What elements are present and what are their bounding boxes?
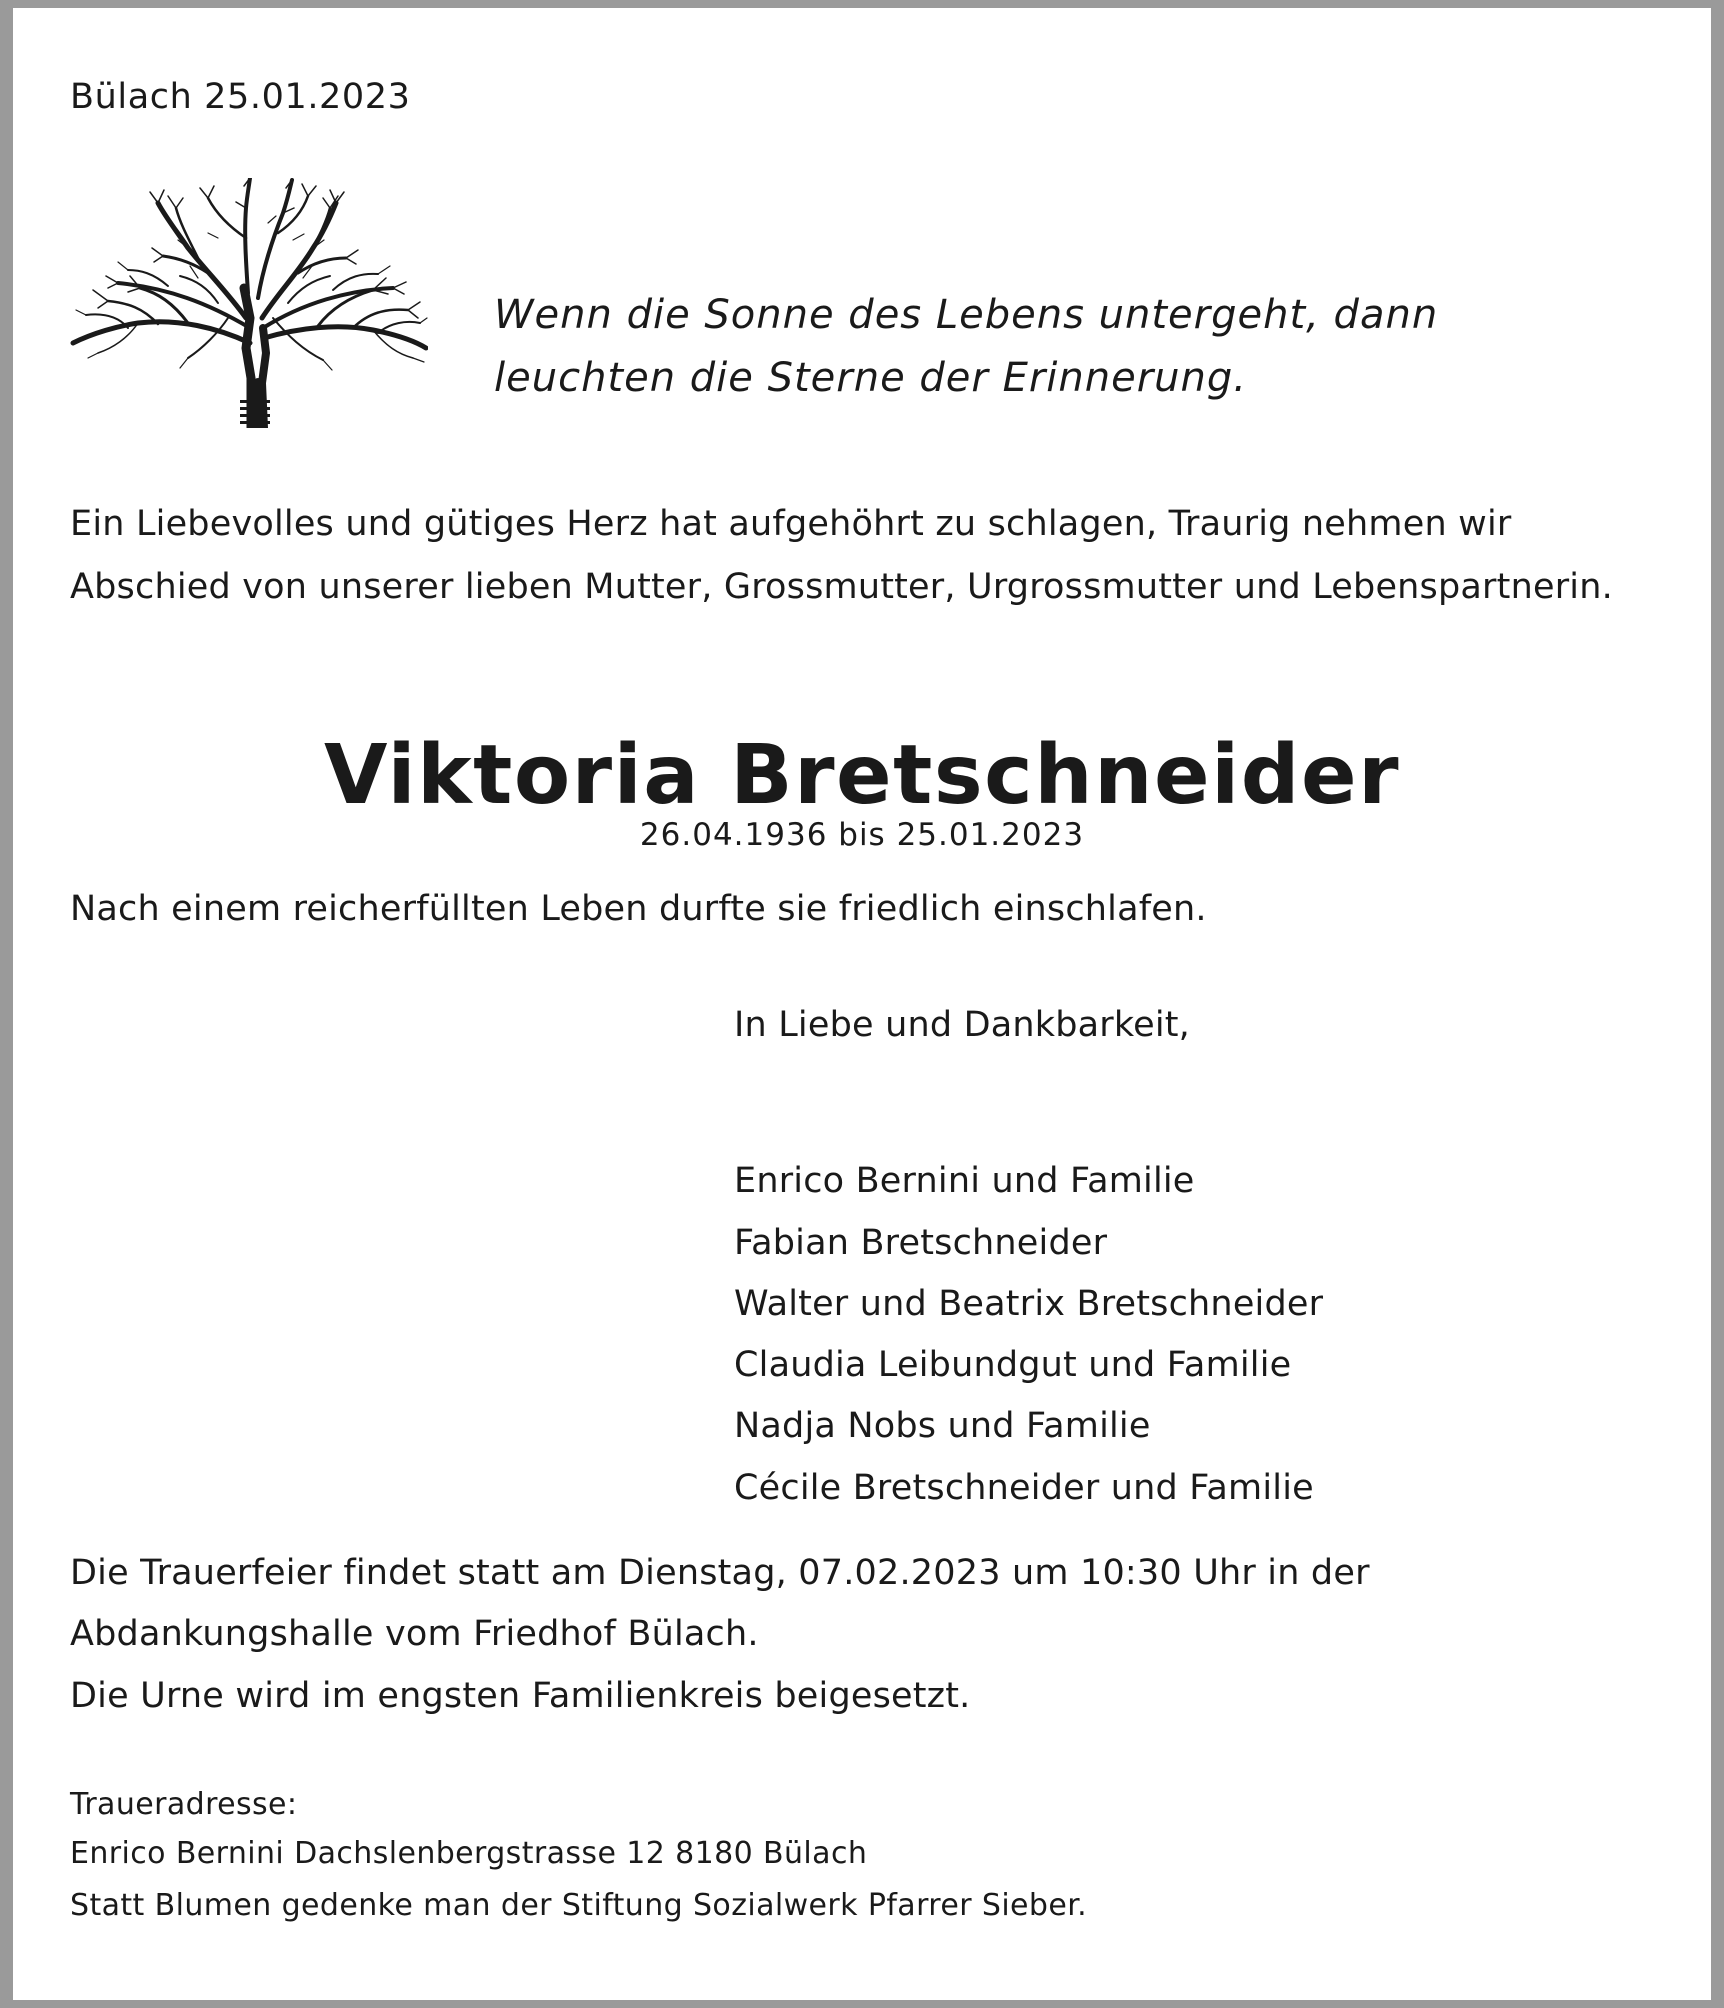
- intro-line-1: Ein Liebevolles und gütiges Herz hat aufgehöhrt zu schlagen, Traurig nehmen wir: [70, 504, 1512, 544]
- mourner-item: Enrico Bernini und Familie: [734, 1161, 1195, 1201]
- sign-off: In Liebe und Dankbarkeit,: [734, 1005, 1191, 1045]
- ceremony-line-1: Die Trauerfeier findet statt am Dienstag, 07.02.2023 um 10:30 Uhr in der: [70, 1553, 1370, 1593]
- place-date: Bülach 25.01.2023: [70, 77, 411, 117]
- donation-note: Statt Blumen gedenke man der Stiftung Sozialwerk Pfarrer Sieber.: [70, 1888, 1088, 1923]
- address-line: Enrico Bernini Dachslenbergstrasse 12 8180 Bülach: [70, 1836, 868, 1871]
- tree-icon: [68, 178, 428, 428]
- address-label: Traueradresse:: [70, 1787, 298, 1822]
- ceremony-line-2: Abdankungshalle vom Friedhof Bülach.: [70, 1614, 759, 1654]
- mourner-item: Nadja Nobs und Familie: [734, 1406, 1151, 1446]
- mourner-item: Walter und Beatrix Bretschneider: [734, 1284, 1324, 1324]
- quote-line-2: leuchten die Sterne der Erinnerung.: [494, 355, 1247, 401]
- mourner-item: Cécile Bretschneider und Familie: [734, 1468, 1314, 1508]
- quote-line-1: Wenn die Sonne des Lebens untergeht, dann: [494, 292, 1439, 338]
- peaceful-statement: Nach einem reicherfüllten Leben durfte sie friedlich einschlafen.: [70, 889, 1207, 929]
- mourner-item: Claudia Leibundgut und Familie: [734, 1345, 1292, 1385]
- mourner-item: Fabian Bretschneider: [734, 1223, 1108, 1263]
- ceremony-line-3: Die Urne wird im engsten Familienkreis beigesetzt.: [70, 1676, 971, 1716]
- intro-line-2: Abschied von unserer lieben Mutter, Grossmutter, Urgrossmutter und Lebenspartnerin.: [70, 567, 1613, 607]
- deceased-name: Viktoria Bretschneider: [323, 727, 1401, 823]
- life-dates: 26.04.1936 bis 25.01.2023: [639, 817, 1085, 853]
